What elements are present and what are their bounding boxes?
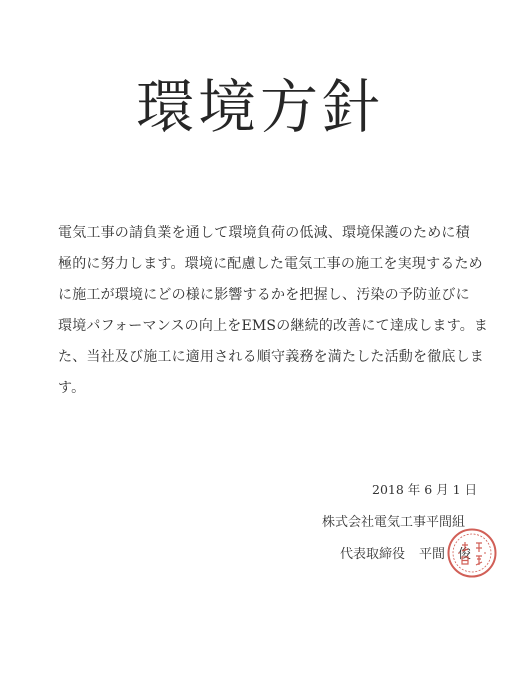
- policy-body-line: た、当社及び施工に適用される順守義務を満たした活動を徹底しま: [58, 349, 484, 365]
- policy-body: [58, 218, 489, 404]
- policy-body-line: に施工が環境にどの様に影響するかを把握し、汚染の予防並びに: [58, 287, 470, 303]
- policy-body-line: 電気工事の請負業を通して環境負荷の低減、環境保護のために積: [58, 225, 470, 241]
- policy-body-line: 環境パフォーマンスの向上をEMSの継続的改善にて達成します。ま: [58, 318, 489, 334]
- signer-title: 代表取締役: [340, 547, 406, 562]
- issue-date: 2018 年 6 月 1 日: [372, 482, 478, 497]
- signer-name: 平間 俊: [419, 547, 472, 562]
- policy-body-line: 極的に努力します。環境に配慮した電気工事の施工を実現するため: [58, 256, 483, 272]
- document-title: 環境方針: [135, 73, 384, 141]
- company-seal-stamp: [446, 527, 498, 579]
- company-name: 株式会社電気工事平間組: [322, 515, 466, 530]
- policy-body-line: す。: [58, 380, 86, 396]
